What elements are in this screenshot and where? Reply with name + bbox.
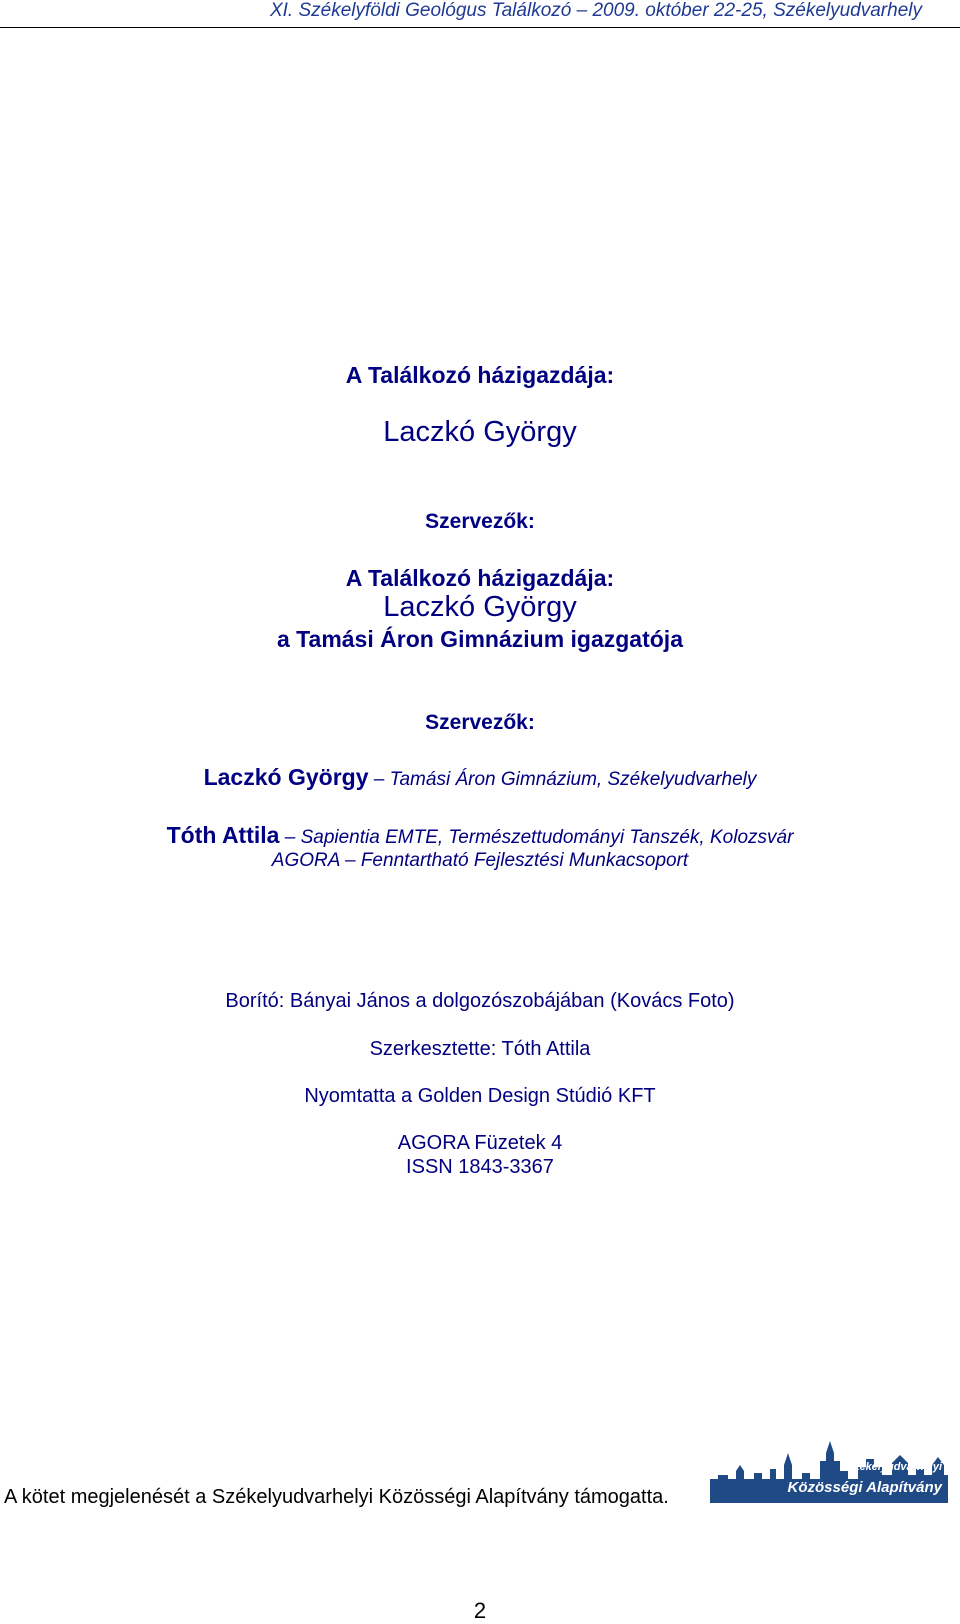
logo-text-line1: Székelyudvarhelyi [846,1461,942,1473]
organizer-row [0,822,960,849]
page-number: 2 [473,1598,487,1623]
host-name: Laczkó György [383,416,577,448]
organizer-dash: – [284,827,296,848]
organizers-label: Szervezők: [425,510,535,533]
issn-line: ISSN 1843-3367 [406,1156,554,1178]
organizer-name: Tóth Attila [166,822,280,848]
organizers-label-repeat: Szervezők: [425,711,535,734]
series-line: AGORA Füzetek 4 [397,1132,563,1154]
host-label-repeat: A Találkozó házigazdája: [345,565,615,591]
cover-credit: Borító: Bányai János a dolgozószobájában (Kovács Foto) [225,990,735,1012]
organizer-name: Laczkó György [203,764,369,790]
organizer-affiliation: Sapientia EMTE, Természettudományi Tanszék, Kolozsvár [300,827,794,848]
host-role: a Tamási Áron Gimnázium igazgatója [277,626,683,652]
logo-text-line2: Közösségi Alapítvány [787,1479,942,1496]
running-header: XI. Székelyföldi Geológus Találkozó – 2009. október 22-25, Székelyudvarhely [269,0,922,21]
organizer-affiliation: Tamási Áron Gimnázium, Székelyudvarhely [389,769,757,790]
foundation-logo [710,1435,948,1503]
organizer-row [0,764,960,791]
organizer-dash: – [373,769,385,790]
organizer-agora-line: AGORA – Fenntartható Fejlesztési Munkacsoport [271,850,689,871]
host-name-repeat: Laczkó György [383,591,577,623]
editor-credit: Szerkesztette: Tóth Attila [369,1038,591,1060]
host-label: A Találkozó házigazdája: [345,362,615,388]
support-statement: A kötet megjelenését a Székelyudvarhelyi Közösségi Alapítvány támogatta. [4,1486,669,1508]
printer-credit: Nyomtatta a Golden Design Stúdió KFT [304,1085,656,1107]
header-rule [0,27,960,28]
